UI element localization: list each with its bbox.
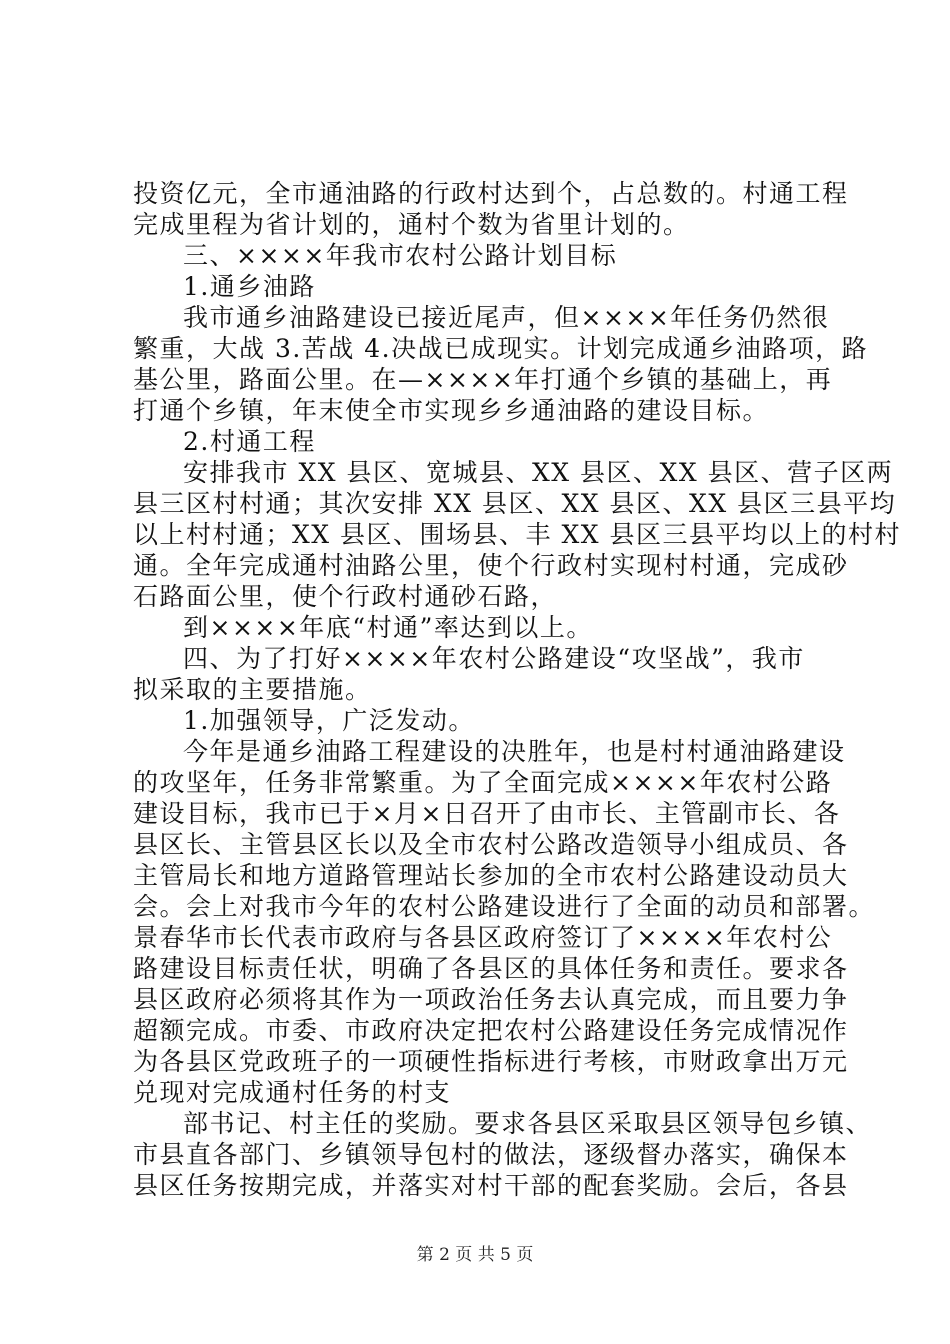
text-line: 建设目标，我市已于×月×日召开了由市长、主管副市长、各 xyxy=(133,799,841,828)
text-line: 的攻坚年，任务非常繁重。为了全面完成××××年农村公路 xyxy=(133,768,833,797)
text-line: 市县直各部门、乡镇领导包村的做法，逐级督办落实，确保本 xyxy=(133,1140,849,1169)
text-line: 基公里，路面公里。在—××××年打通个乡镇的基础上，再 xyxy=(133,365,833,394)
text-line: 县区长、主管县区长以及全市农村公路改造领导小组成员、各 xyxy=(133,830,849,859)
text-line: 打通个乡镇，年末使全市实现乡乡通油路的建设目标。 xyxy=(133,396,770,425)
subsection-heading: 1.加强领导，广泛发动。 xyxy=(183,706,475,735)
text-line: 会。会上对我市今年的农村公路建设进行了全面的动员和部署。 xyxy=(133,892,876,921)
text-line: 路建设目标责任状，明确了各县区的具体任务和责任。要求各 xyxy=(133,954,849,983)
text-line: 以上村村通；XX 县区、围场县、丰 XX 县区三县平均以上的村村 xyxy=(133,520,902,549)
text-line: 到××××年底“村通”率达到以上。 xyxy=(183,613,593,642)
text-line: 超额完成。市委、市政府决定把农村公路建设任务完成情况作 xyxy=(133,1016,849,1045)
text-line: 通。全年完成通村油路公里，使个行政村实现村村通，完成砂 xyxy=(133,551,849,580)
text-line: 完成里程为省计划的，通村个数为省里计划的。 xyxy=(133,210,690,239)
text-line: 今年是通乡油路工程建设的决胜年，也是村村通油路建设 xyxy=(183,737,846,766)
section-heading: 四、为了打好××××年农村公路建设“攻坚战”，我市 xyxy=(183,644,805,673)
text-line: 景春华市长代表市政府与各县区政府签订了××××年农村公 xyxy=(133,923,833,952)
text-line: 县区政府必须将其作为一项政治任务去认真完成，而且要力争 xyxy=(133,985,849,1014)
text-line: 县三区村村通；其次安排 XX 县区、XX 县区、XX 县区三县平均 xyxy=(133,489,897,518)
section-heading: 三、××××年我市农村公路计划目标 xyxy=(183,241,618,270)
text-line: 安排我市 XX 县区、宽城县、XX 县区、XX 县区、营子区两 xyxy=(183,458,894,487)
text-line: 拟采取的主要措施。 xyxy=(133,675,372,704)
text-line: 主管局长和地方道路管理站长参加的全市农村公路建设动员大 xyxy=(133,861,849,890)
text-line: 繁重，大战 3.苦战 4.决战已成现实。计划完成通乡油路项，路 xyxy=(133,334,869,363)
page-number: 第 2 页 共 5 页 xyxy=(416,1245,534,1265)
subsection-heading: 2.村通工程 xyxy=(183,427,316,456)
text-line: 县区任务按期完成，并落实对村干部的配套奖励。会后，各县 xyxy=(133,1171,849,1200)
subsection-heading: 1.通乡油路 xyxy=(183,272,316,301)
text-line: 石路面公里，使个行政村通砂石路， xyxy=(133,582,558,611)
text-line: 我市通乡油路建设已接近尾声，但××××年任务仍然很 xyxy=(183,303,830,332)
text-line: 投资亿元，全市通油路的行政村达到个，占总数的。村通工程 xyxy=(133,179,849,208)
text-line: 部书记、村主任的奖励。要求各县区采取县区领导包乡镇、 xyxy=(183,1109,873,1138)
text-line: 为各县区党政班子的一项硬性指标进行考核，市财政拿出万元 xyxy=(133,1047,849,1076)
text-line: 兑现对完成通村任务的村支 xyxy=(133,1078,452,1107)
